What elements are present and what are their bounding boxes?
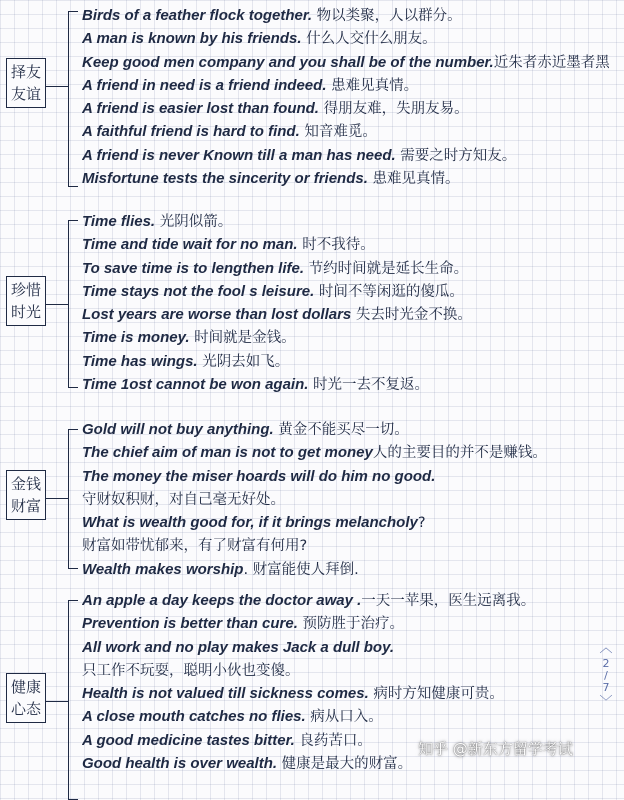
chinese-translation: 只工作不玩耍，聪明小伙也变傻。 [82,662,300,679]
phrase-line [82,97,622,120]
chinese-translation: 病从口入。 [305,709,383,726]
chinese-translation: ? [417,515,426,532]
english-phrase: Time flies. [82,213,156,230]
chevron-up-icon[interactable]: ︿ [599,641,613,656]
chinese-translation: 患难见真情。 [367,171,460,188]
section-label-line: 时光 [10,303,41,321]
section-label-box [6,673,46,723]
chinese-translation: 预防胜于治疗。 [297,616,404,633]
english-phrase: A man is known by his friends. [82,30,302,48]
phrase-list [82,418,622,581]
english-phrase: Wealth makes worship [82,560,244,578]
section-label-line: 心态 [10,700,41,718]
chinese-translation: 节约时间就是延长生命。 [304,260,469,277]
chinese-translation: 时光一去不复返。 [308,377,430,394]
english-phrase: Time 1ost cannot be won again. [82,376,309,394]
section-label-line: 友谊 [10,85,41,103]
english-phrase: A friend is easier lost than found. [82,100,319,118]
watermark: 知乎 @新东方留学考试 [418,740,573,758]
english-phrase: An apple a day keeps the doctor away . [82,592,362,609]
chinese-translation: 知音难觅。 [299,124,377,141]
english-phrase: Time has wings. [82,352,198,370]
english-phrase: Time and tide wait for no man. [82,236,298,254]
chinese-translation: 物以类聚，人以群分。 [312,8,462,24]
bracket [68,220,78,388]
phrase-line [82,51,622,74]
phrase-line [82,167,622,190]
english-phrase: Time is money. [82,329,190,347]
phrase-line [82,511,622,534]
english-phrase: Birds of a feather flock together. [82,7,313,24]
english-phrase: Health is not valued till sickness comes. [82,685,369,703]
english-phrase: Good health is over wealth. [82,755,278,773]
chinese-translation: 需要之时方知友。 [395,147,517,164]
phrase-line [82,144,622,167]
phrase-line [82,210,622,233]
phrase-line [82,682,622,705]
chinese-translation: 财富如带忧郁来，有了财富有何用? [82,538,308,555]
english-phrase: A friend is never Known till a man has need. [82,146,396,164]
english-phrase: Misfortune tests the sincerity or friends. [82,170,368,188]
total-pages: 7 [602,681,610,694]
english-phrase: A close mouth catches no flies. [82,708,306,726]
bracket [68,11,78,187]
phrase-line [82,465,622,488]
english-phrase: A faithful friend is hard to find. [82,123,300,141]
chinese-translation: 守财奴积财，对自己毫无好处。 [82,491,285,508]
phrase-line [82,705,622,728]
english-phrase: Keep good men company and you shall be of the number. [82,53,494,71]
chinese-translation: 人的主要目的并不是赚钱。 [372,445,547,462]
phrase-line [82,233,622,256]
english-phrase: The chief aim of man is not to get money [82,444,373,462]
chinese-translation: 良药苦口。 [294,732,372,749]
english-phrase: Prevention is better than cure. [82,615,298,633]
phrase-line [82,534,622,557]
section-label-line: 财富 [10,497,41,515]
english-phrase: Gold will not buy anything. [82,421,274,438]
section-label-line: 金钱 [10,475,41,493]
chinese-translation: 光阴去如飞。 [197,353,290,370]
english-phrase: A friend in need is a friend indeed. [82,76,327,94]
page-separator: / [604,669,608,682]
phrase-line [82,27,622,50]
phrase-line [82,257,622,280]
section-label-box [6,470,46,520]
section-label-box [6,58,46,108]
chinese-translation: 时间就是金钱。 [189,330,296,347]
chinese-translation: 病时方知健康可贵。 [368,686,504,703]
connector-line [46,304,68,305]
section-label-box [6,276,46,326]
phrase-line [82,418,622,441]
phrase-line [82,373,622,396]
page-navigator [597,640,615,712]
english-phrase: All work and no play makes Jack a dull boy. [82,638,395,656]
chinese-translation: 时间不等闲逛的傻瓜。 [314,283,464,300]
chinese-translation: 健康是最大的财富。 [277,756,413,773]
phrase-line [82,303,622,326]
phrase-line [82,488,622,511]
chinese-translation: 患难见真情。 [326,77,419,94]
phrase-line [82,280,622,303]
phrase-line [82,350,622,373]
chinese-translation: 光阴似箭。 [155,214,233,230]
phrase-line [82,441,622,464]
chinese-translation: 近朱者赤近墨者黑 [493,54,610,71]
phrase-line [82,74,622,97]
phrase-line [82,326,622,349]
chinese-translation: 失去时光金不换。 [351,307,472,324]
chinese-translation: 时不我待。 [297,237,375,254]
chinese-translation: . 财富能使人拜倒. [243,561,359,578]
phrase-line [82,636,622,659]
phrase-line [82,589,622,612]
phrase-line [82,120,622,143]
phrase-list [82,4,622,190]
phrase-list [82,210,622,396]
chinese-translation: 一天一苹果，医生远离我。 [361,593,536,609]
connector-line [46,498,68,499]
english-phrase: To save time is to lengthen life. [82,259,304,277]
phrase-line [82,4,622,27]
section-label-line: 珍惜 [10,281,41,299]
chinese-translation: 什么人交什么朋友。 [301,31,437,48]
section-label-line: 择友 [10,63,41,81]
phrase-line [82,612,622,635]
phrase-line [82,659,622,682]
english-phrase: The money the miser hoards will do him no good. [82,467,436,485]
phrase-line [82,558,622,581]
section-label-line: 健康 [10,678,41,696]
bracket [68,600,78,800]
bracket [68,429,78,569]
connector-line [46,701,68,702]
connector-line [46,86,68,87]
english-phrase: What is wealth good for, if it brings melancholy [82,514,418,532]
chinese-translation: 黄金不能买尽一切。 [273,422,409,438]
current-page: 2 [602,657,610,670]
chinese-translation: 得朋友难，失朋友易。 [318,101,469,118]
english-phrase: A good medicine tastes bitter. [82,731,295,749]
chevron-down-icon[interactable]: ﹀ [599,695,613,710]
english-phrase: Time stays not the fool s leisure. [82,282,315,300]
english-phrase: Lost years are worse than lost dollars [82,306,352,324]
